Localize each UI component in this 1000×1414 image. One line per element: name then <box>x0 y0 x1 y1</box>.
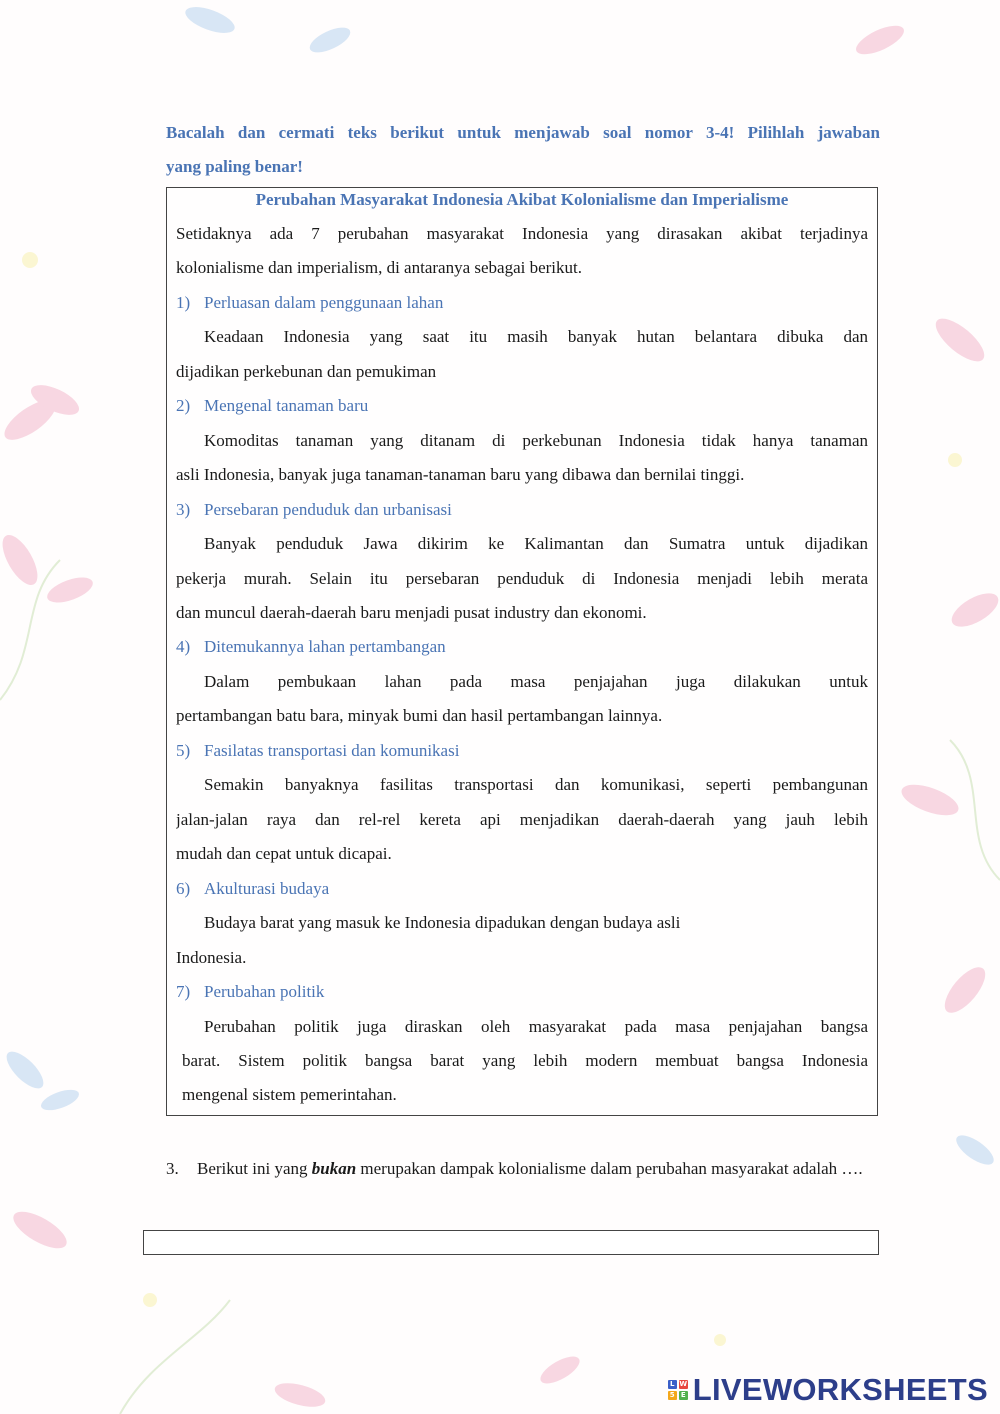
item-body-line: Dalam pembukaan lahan pada masa penjajahan juga dilakukan untuk <box>204 672 868 691</box>
item-body-line: dan muncul daerah-daerah baru menjadi pusat industry dan ekonomi. <box>176 603 647 622</box>
item-body-line: Banyak penduduk Jawa dikirim ke Kalimantan dan Sumatra untuk dijadikan <box>204 534 868 553</box>
item-body-line: asli Indonesia, banyak juga tanaman-tanaman baru yang dibawa dan bernilai tinggi. <box>176 465 745 484</box>
passage-intro-line: Setidaknya ada 7 perubahan masyarakat Indonesia yang dirasakan akibat terjadinya <box>176 224 868 243</box>
item-heading-3: 3) Persebaran penduduk dan urbanisasi <box>176 493 868 527</box>
question-number: 3. <box>166 1159 179 1178</box>
item-body-line: pertambangan batu bara, minyak bumi dan hasil pertambangan lainnya. <box>176 706 663 725</box>
item-number: 6) <box>176 879 191 898</box>
item-body-line: Indonesia. <box>176 948 247 967</box>
item-number: 3) <box>176 500 191 519</box>
reading-passage-box <box>166 187 878 1116</box>
item-body-line: Komoditas tanaman yang ditanam di perkebunan Indonesia tidak hanya tanaman <box>204 431 868 450</box>
instruction-line-1: Bacalah dan cermati teks berikut untuk menjawab soal nomor 3-4! Pilihlah jawaban <box>166 123 880 142</box>
liveworksheets-logo <box>668 1370 988 1410</box>
item-number: 7) <box>176 982 191 1001</box>
question-emphasis: bukan <box>311 1159 357 1178</box>
question-text: Berikut ini yang bukan merupakan dampak kolonialisme dalam perubahan masyarakat adalah …. <box>197 1159 863 1178</box>
item-heading-6: 6) Akulturasi budaya <box>176 872 868 906</box>
item-body-line: Semakin banyaknya fasilitas transportasi dan komunikasi, seperti pembangunan <box>204 775 868 794</box>
item-heading-4: 4) Ditemukannya lahan pertambangan <box>176 630 868 664</box>
logo-grid-icon: L W 5 E <box>668 1380 688 1400</box>
item-number: 4) <box>176 637 191 656</box>
item-number: 1) <box>176 293 191 312</box>
item-body-line: Keadaan Indonesia yang saat itu masih banyak hutan belantara dibuka dan <box>204 327 868 346</box>
item-heading-2: 2) Mengenal tanaman baru <box>176 389 868 423</box>
item-heading-1: 1) Perluasan dalam penggunaan lahan <box>176 286 868 320</box>
item-body-line: Budaya barat yang masuk ke Indonesia dipadukan dengan budaya asli <box>204 913 681 932</box>
passage-title: Perubahan Masyarakat Indonesia Akibat Kolonialisme dan Imperialisme <box>255 190 789 209</box>
item-body-line: dijadikan perkebunan dan pemukiman <box>176 362 437 381</box>
item-body-line: jalan-jalan raya dan rel-rel kereta api menjadikan daerah-daerah yang jauh lebih <box>176 810 868 829</box>
instructions <box>166 116 880 184</box>
logo-text: LIVEWORKSHEETS <box>692 1372 988 1407</box>
instruction-line-2: yang paling benar! <box>166 157 303 176</box>
item-body-line: barat. Sistem politik bangsa barat yang lebih modern membuat bangsa Indonesia <box>182 1051 868 1070</box>
passage-intro-line: kolonialisme dan imperialism, di antaranya sebagai berikut. <box>176 258 582 277</box>
item-body-line: mengenal sistem pemerintahan. <box>182 1085 397 1104</box>
item-number: 5) <box>176 741 191 760</box>
item-body-line: pekerja murah. Selain itu persebaran penduduk di Indonesia menjadi lebih merata <box>176 569 868 588</box>
item-heading-5: 5) Fasilatas transportasi dan komunikasi <box>176 734 868 768</box>
answer-input-box[interactable] <box>143 1230 879 1255</box>
item-heading-7: 7) Perubahan politik <box>176 975 868 1009</box>
item-body-line: Perubahan politik juga diraskan oleh masyarakat pada masa penjajahan bangsa <box>204 1017 868 1036</box>
item-number: 2) <box>176 396 191 415</box>
question-3 <box>166 1156 880 1181</box>
item-body-line: mudah dan cepat untuk dicapai. <box>176 844 392 863</box>
